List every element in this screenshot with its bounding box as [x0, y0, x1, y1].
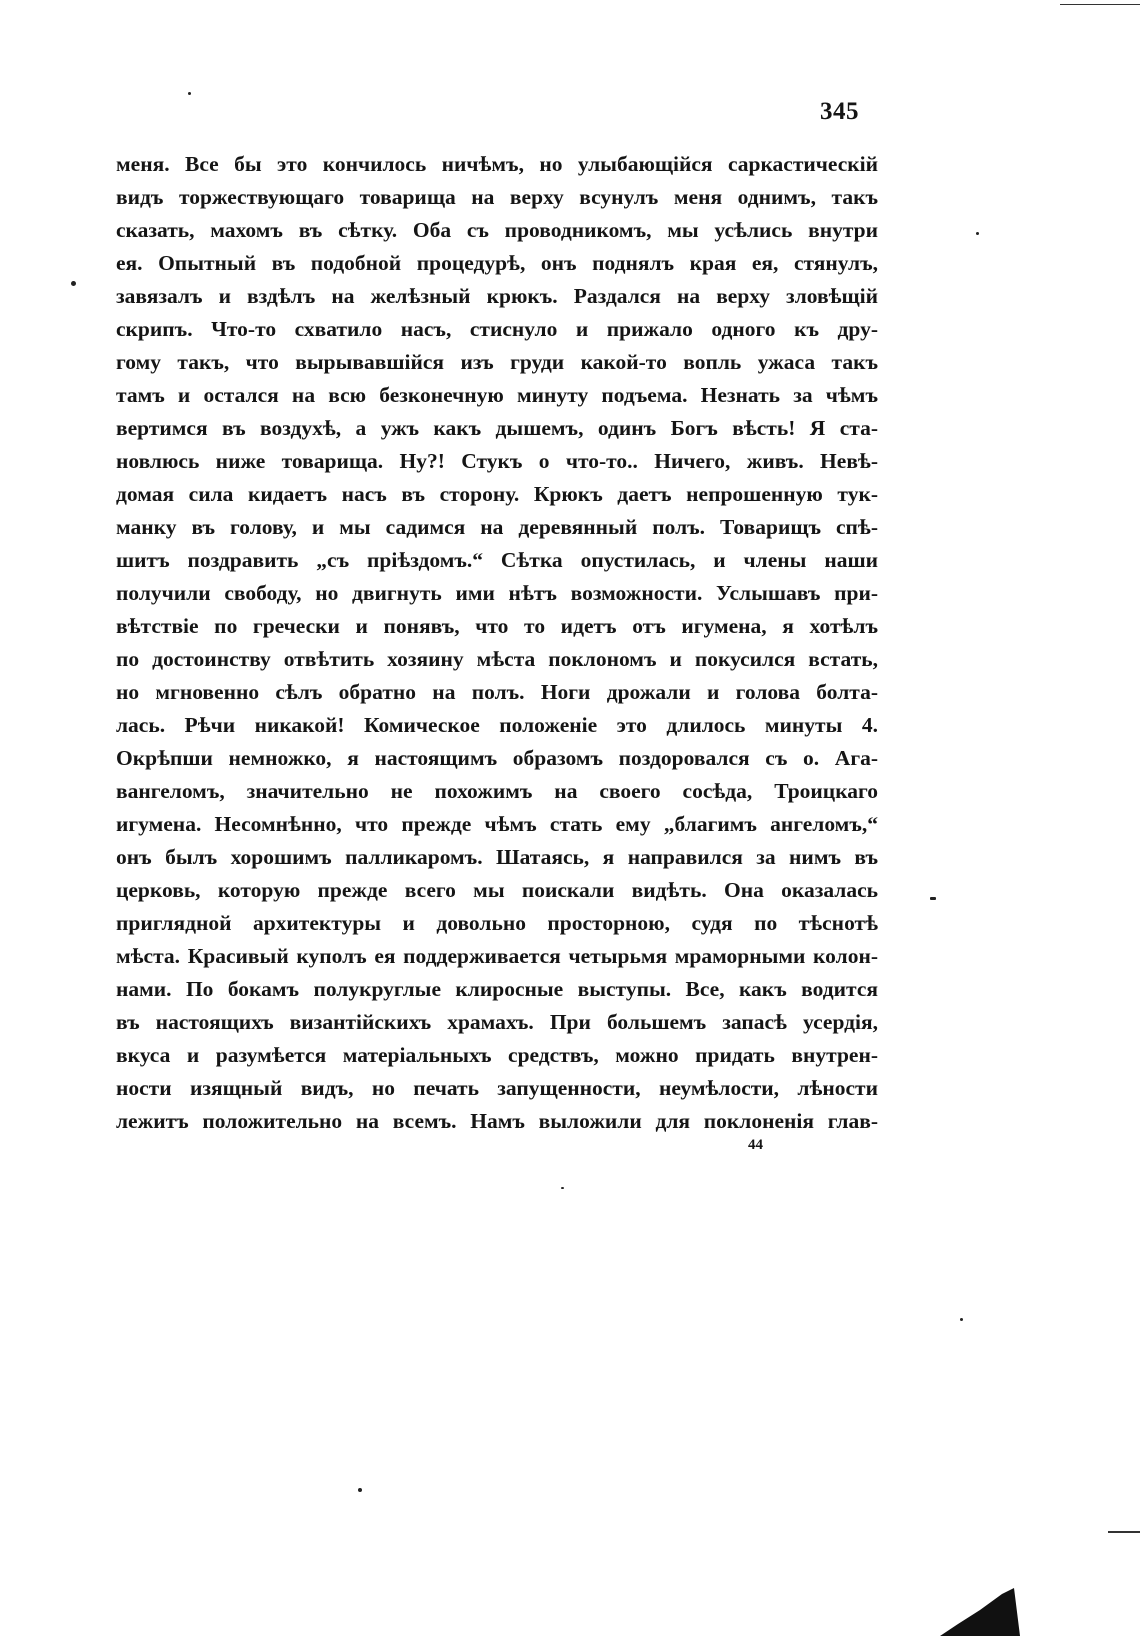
text-line-15: вѣтствіе по гречески и понявъ, что то идетъ отъ игумена, я хотѣлъ — [116, 614, 878, 638]
text-line-7: гому такъ, что вырывавшійся изъ груди какой-то вопль ужаса такъ — [116, 350, 878, 374]
scan-speck — [930, 897, 936, 900]
text-line-4: ея. Опытный въ подобной процедурѣ, онъ поднялъ края ея, стянулъ, — [116, 251, 878, 275]
text-line-18: лась. Рѣчи никакой! Комическое положеніе это длилось минуты 4. — [116, 713, 878, 737]
text-line-17: но мгновенно сѣлъ обратно на полъ. Ноги дрожали и голова болта- — [116, 680, 878, 704]
text-line-19: Окрѣпши немножко, я настоящимъ образомъ поздоровался съ о. Ага- — [116, 746, 878, 770]
scan-edge-line — [1108, 1531, 1140, 1533]
text-line-30: лежитъ положительно на всемъ. Намъ выложили для поклоненія глав- — [116, 1109, 878, 1133]
text-line-13: шитъ поздравить „съ пріѣздомъ.“ Сѣтка опустилась, и члены наши — [116, 548, 878, 572]
text-line-11: домая сила кидаетъ насъ въ сторону. Крюкъ даетъ непрошенную тук- — [116, 482, 878, 506]
text-line-24: приглядной архитектуры и довольно просторною, судя по тѣснотѣ — [116, 911, 878, 935]
scan-speck — [976, 232, 979, 235]
scan-speck — [71, 281, 76, 286]
text-line-20: вангеломъ, значительно не похожимъ на своего сосѣда, Троицкаго — [116, 779, 878, 803]
page-number: 345 — [820, 98, 859, 125]
text-line-26: нами. По бокамъ полукруглые клиросные выступы. Все, какъ водится — [116, 977, 878, 1001]
text-line-29: ности изящный видъ, но печать запущенности, неумѣлости, лѣности — [116, 1076, 878, 1100]
text-line-28: вкуса и разумѣется матеріальныхъ средствъ, можно придать внутрен- — [116, 1043, 878, 1067]
text-line-6: скрипъ. Что-то схватило насъ, стиснуло и прижало одного къ дру- — [116, 317, 878, 341]
text-line-22: онъ былъ хорошимъ палликаромъ. Шатаясь, я направился за нимъ въ — [116, 845, 878, 869]
text-line-23: церковь, которую прежде всего мы поискали видѣть. Она оказалась — [116, 878, 878, 902]
scan-edge-line — [1060, 4, 1140, 5]
text-line-25: мѣста. Красивый куполъ ея поддерживается четырьмя мраморными колон- — [116, 944, 878, 968]
text-line-3: сказать, махомъ въ сѣтку. Оба съ проводникомъ, мы усѣлись внутри — [116, 218, 878, 242]
text-line-8: тамъ и остался на всю безконечную минуту подъема. Незнать за чѣмъ — [116, 383, 878, 407]
body-text — [116, 148, 878, 1138]
text-line-5: завязалъ и вздѣлъ на желѣзный крюкъ. Раздался на верху зловѣщій — [116, 284, 878, 308]
scan-speck — [561, 1187, 564, 1189]
text-line-27: въ настоящихъ византійскихъ храмахъ. При большемъ запасѣ усердія, — [116, 1010, 878, 1034]
text-line-21: игумена. Несомнѣнно, что прежде чѣмъ стать ему „благимъ ангеломъ,“ — [116, 812, 878, 836]
signature-mark: 44 — [748, 1137, 763, 1153]
text-line-14: получили свободу, но двигнуть ими нѣтъ возможности. Услышавъ при- — [116, 581, 878, 605]
scan-speck — [358, 1488, 362, 1492]
text-line-9: вертимся въ воздухѣ, а ужъ какъ дышемъ, одинъ Богъ вѣсть! Я ста- — [116, 416, 878, 440]
text-line-12: манку въ голову, и мы садимся на деревянный полъ. Товарищъ спѣ- — [116, 515, 878, 539]
text-line-2: видъ торжествующаго товарища на верху всунулъ меня однимъ, такъ — [116, 185, 878, 209]
scan-corner-shadow — [940, 1580, 1020, 1636]
text-line-1: меня. Все бы это кончилось ничѣмъ, но улыбающійся саркастическій — [116, 152, 878, 176]
scan-speck — [188, 92, 191, 95]
text-line-10: новлюсь ниже товарища. Ну?! Стукъ о что-то.. Ничего, живъ. Невѣ- — [116, 449, 878, 473]
text-line-16: по достоинству отвѣтить хозяину мѣста поклономъ и покусился встать, — [116, 647, 878, 671]
scan-speck — [960, 1318, 963, 1321]
